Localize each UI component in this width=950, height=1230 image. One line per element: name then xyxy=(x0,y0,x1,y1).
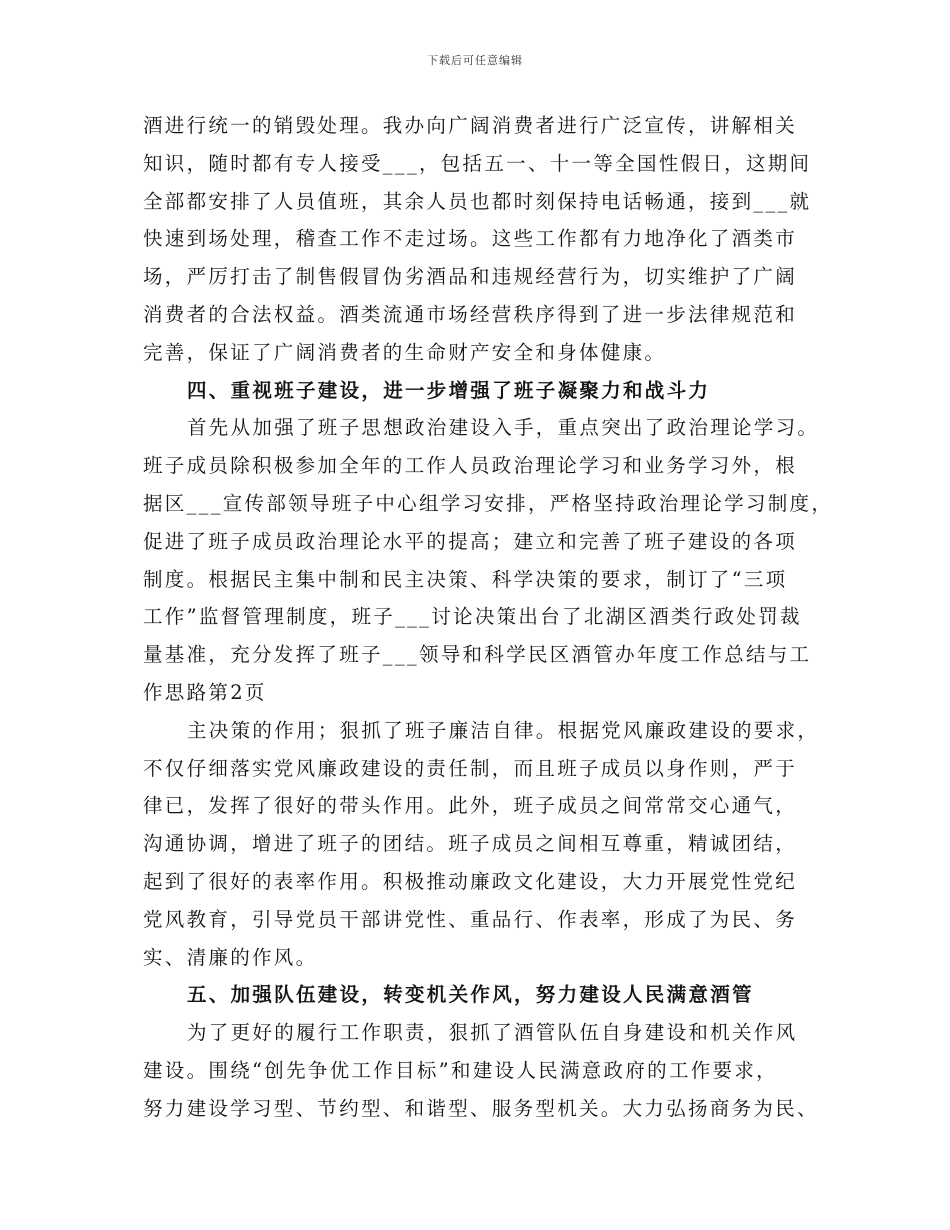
body-line: 完善，保证了广阔消费者的生命财产安全和身体健康。 xyxy=(143,340,667,364)
body-line: 酒进行统一的销毁处理。我办向广阔消费者进行广泛宣传，讲解相关 xyxy=(143,114,798,137)
body-line: 快速到场处理，稽查工作不走过场。这些工作都有力地净化了酒类市 xyxy=(143,227,798,251)
body-line: 知识，随时都有专人接受___，包括五一、十一等全国性假日，这期间 xyxy=(143,151,812,175)
page-header-note: 下载后可任意编辑 xyxy=(427,54,523,67)
body-line: 实、清廉的作风。 xyxy=(143,945,318,969)
section-heading-4: 四、重视班子建设，进一步增强了班子凝聚力和战斗力 xyxy=(187,378,711,402)
body-line: 消费者的合法权益。酒类流通市场经营秩序得到了进一步法律规范和 xyxy=(143,302,798,326)
paragraph-first-line: 主决策的作用；狠抓了班子廉洁自律。根据党风廉政建设的要求， xyxy=(187,718,820,742)
body-line: 制度。根据民主集中制和民主决策、科学决策的要求，制订了“三项 xyxy=(143,567,788,591)
body-line: 作思路第2页 xyxy=(143,680,267,704)
body-line: 工作”监督管理制度，班子___讨论决策出台了北湖区酒类行政处罚裁 xyxy=(143,605,802,629)
body-line: 起到了很好的表率作用。积极推动廉政文化建设，大力开展党性党纪 xyxy=(143,869,798,893)
body-line: 量基准，充分发挥了班子___领导和科学民区酒管办年度工作总结与工 xyxy=(143,643,812,667)
section-heading-5: 五、加强队伍建设，转变机关作风，努力建设人民满意酒管 xyxy=(187,983,754,1007)
paragraph-first-line: 为了更好的履行工作职责，狠抓了酒管队伍自身建设和机关作风 xyxy=(187,1021,798,1045)
document-body xyxy=(143,107,834,1128)
paragraph-first-line: 首先从加强了班子思想政治建设入手，重点突出了政治理论学习。 xyxy=(187,416,820,440)
body-line: 沟通协调，增进了班子的团结。班子成员之间相互尊重，精诚团结， xyxy=(143,832,798,856)
body-line: 律已，发挥了很好的带头作用。此外，班子成员之间常常交心通气， xyxy=(143,794,798,818)
body-line: 场，严厉打击了制售假冒伪劣酒品和违规经营行为，切实维护了广阔 xyxy=(143,265,798,289)
body-line: 据区___宣传部领导班子中心组学习安排，严格坚持政治理论学习制度， xyxy=(143,491,834,515)
body-line: 党风教育，引导党员干部讲党性、重品行、作表率，形成了为民、务 xyxy=(143,907,798,931)
body-line: 努力建设学习型、节约型、和谐型、服务型机关。大力弘扬商务为民、 xyxy=(143,1096,819,1120)
body-line: 促进了班子成员政治理论水平的提高；建立和完善了班子建设的各项 xyxy=(143,529,798,553)
body-line: 班子成员除积极参加全年的工作人员政治理论学习和业务学习外，根 xyxy=(143,454,798,478)
body-line: 建设。围绕“创先争优工作目标”和建设人民满意政府的工作要求， xyxy=(143,1058,778,1082)
body-line: 全部都安排了人员值班，其余人员也都时刻保持电话畅通，接到___就 xyxy=(143,189,812,213)
body-line: 不仅仔细落实党风廉政建设的责任制，而且班子成员以身作则，严于 xyxy=(143,756,798,780)
